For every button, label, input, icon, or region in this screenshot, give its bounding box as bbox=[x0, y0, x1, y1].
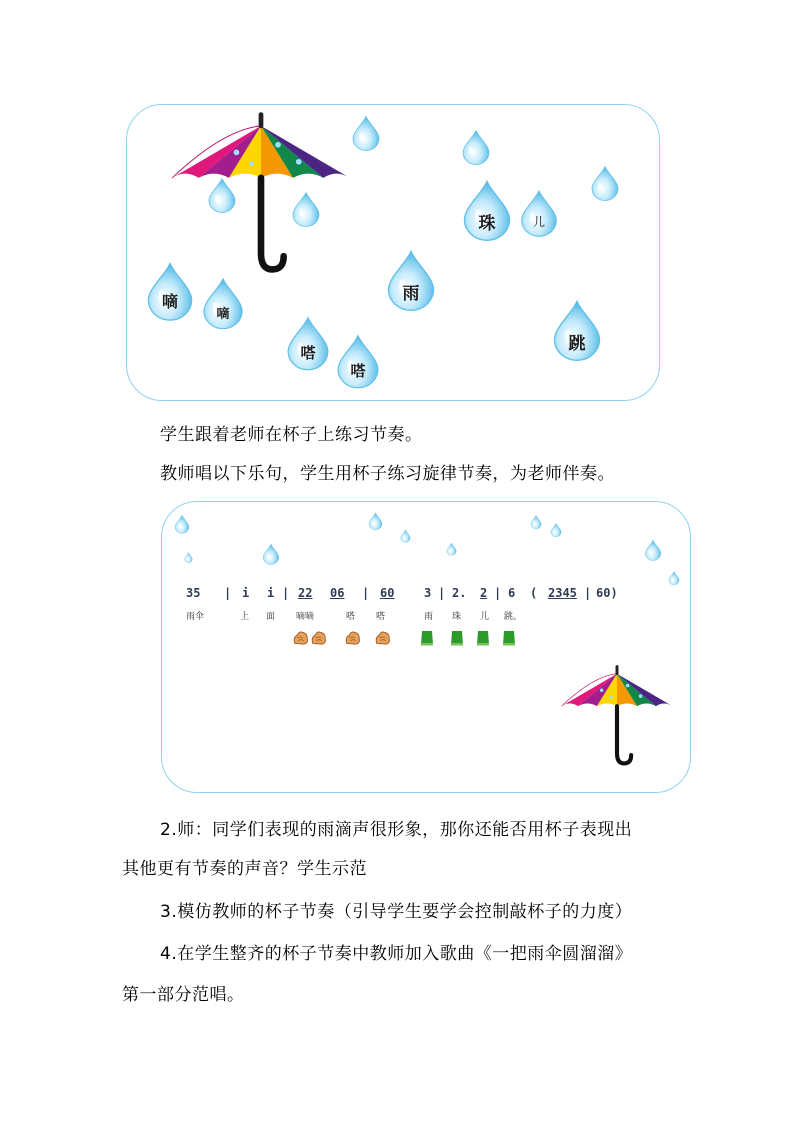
lyric: 上 bbox=[240, 612, 250, 622]
raindrop-char-zhu bbox=[461, 179, 513, 241]
note: ( bbox=[530, 586, 538, 600]
raindrop-icon bbox=[207, 177, 237, 213]
umbrella-icon bbox=[163, 107, 359, 277]
raindrop-icon bbox=[530, 514, 542, 530]
raindrop-icon bbox=[262, 542, 280, 566]
drop-label: 嘀 bbox=[161, 292, 178, 311]
drop-label: 嘀 bbox=[216, 307, 230, 322]
cup-icon bbox=[451, 631, 463, 646]
note: 60 bbox=[380, 586, 395, 600]
raindrop-char-yu bbox=[385, 249, 437, 311]
rain-scene-panel bbox=[126, 104, 660, 401]
paragraph-song-demo-line1: 4.在学生整齐的杯子节奏中教师加入歌曲《一把雨伞圆溜溜》 bbox=[160, 944, 633, 964]
raindrop-char-tiao bbox=[551, 299, 603, 361]
raindrop-icon bbox=[351, 115, 381, 151]
drop-label: 雨 bbox=[402, 284, 420, 304]
hand-knock-icon bbox=[312, 632, 325, 644]
barline: | bbox=[584, 586, 592, 600]
cup-icon bbox=[503, 631, 515, 646]
lyric: 面 bbox=[266, 612, 276, 622]
raindrop-icon bbox=[368, 512, 383, 530]
raindrop-icon bbox=[590, 165, 620, 201]
hand-knock-icon bbox=[346, 632, 359, 644]
paragraph-teacher-question-line2: 其他更有节奏的声音？学生示范 bbox=[122, 859, 367, 879]
drop-label: 嗒 bbox=[350, 362, 366, 380]
lyric: 嘀嘀 bbox=[296, 612, 315, 622]
raindrop-char-da-1 bbox=[285, 315, 331, 371]
umbrella-icon bbox=[558, 652, 676, 778]
barline: | bbox=[362, 586, 370, 600]
barline: | bbox=[438, 586, 446, 600]
note: 3 bbox=[424, 586, 432, 600]
note: i bbox=[267, 586, 275, 600]
note: 22 bbox=[298, 586, 313, 600]
raindrop-icon bbox=[174, 514, 190, 534]
raindrop-char-di-1 bbox=[145, 261, 195, 321]
raindrop-icon bbox=[400, 526, 411, 546]
note: 35 bbox=[186, 586, 201, 600]
paragraph-teacher-question-line1: 2.师：同学们表现的雨滴声很形象，那你还能否用杯子表现出 bbox=[160, 820, 633, 840]
cup-icon bbox=[477, 631, 489, 646]
paragraph-teacher-sings: 教师唱以下乐句，学生用杯子练习旋律节奏，为老师伴奏。 bbox=[160, 464, 615, 484]
raindrop-icon bbox=[550, 520, 562, 540]
paragraph-song-demo-line2: 第一部分范唱。 bbox=[122, 985, 245, 1005]
drop-label: 跳 bbox=[568, 334, 586, 354]
melody-panel bbox=[161, 501, 691, 793]
paragraph-imitate-rhythm: 3.模仿教师的杯子节奏（引导学生要学会控制敲杯子的力度） bbox=[160, 902, 633, 922]
lyric: 雨伞 bbox=[186, 612, 205, 622]
lyric: 珠 bbox=[452, 612, 462, 622]
note: 06 bbox=[330, 586, 345, 600]
raindrop-icon bbox=[184, 552, 193, 563]
note: 2. bbox=[452, 586, 467, 600]
lyric: 儿 bbox=[480, 612, 490, 622]
hand-knock-icon bbox=[294, 632, 307, 644]
lyric: 跳。 bbox=[504, 612, 523, 622]
raindrop-char-di-2 bbox=[201, 277, 245, 329]
raindrop-icon bbox=[461, 129, 491, 165]
barline: | bbox=[282, 586, 290, 600]
paragraph-practice-rhythm: 学生跟着老师在杯子上练习节奏。 bbox=[160, 425, 423, 445]
raindrop-icon bbox=[446, 542, 457, 556]
raindrop-icon bbox=[644, 536, 662, 564]
note: 6 bbox=[508, 586, 516, 600]
hand-knock-icon bbox=[376, 632, 389, 644]
barline: | bbox=[224, 586, 232, 600]
drop-label: 嗒 bbox=[300, 344, 316, 362]
raindrop-icon bbox=[668, 570, 680, 586]
raindrop-char-da-2 bbox=[335, 333, 381, 389]
drop-label: 珠 bbox=[478, 214, 496, 234]
barline: | bbox=[494, 586, 502, 600]
lyric: 嗒 bbox=[346, 612, 356, 622]
raindrop-icon bbox=[291, 191, 321, 227]
note: 2345 bbox=[548, 586, 577, 600]
raindrop-char-er bbox=[519, 189, 559, 237]
drop-label: 儿 bbox=[532, 215, 545, 229]
lyric: 嗒 bbox=[376, 612, 386, 622]
note: 2 bbox=[480, 586, 488, 600]
cup-icon bbox=[421, 631, 433, 646]
note: 60) bbox=[596, 586, 618, 600]
note: i bbox=[242, 586, 250, 600]
lyric: 雨 bbox=[424, 612, 434, 622]
